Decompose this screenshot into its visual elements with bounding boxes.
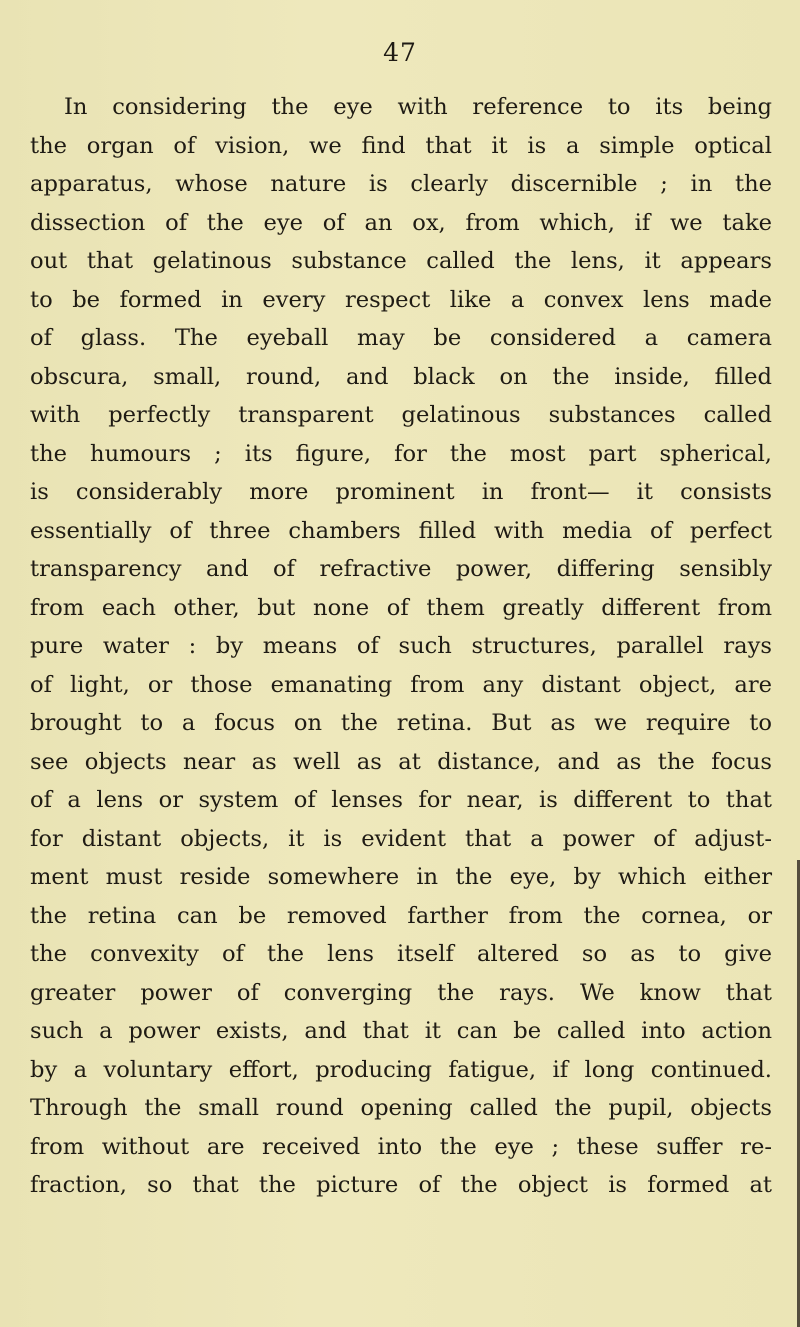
- text-line: with perfectly transparent gelatinous substances called: [30, 402, 772, 428]
- text-line: to be formed in every respect like a convex lens made: [30, 286, 772, 313]
- text-line: of light, or those emanating from any distant object, are: [30, 671, 772, 698]
- text-line: apparatus, whose nature is clearly discernible ; in the: [30, 171, 772, 197]
- text-line: Through the small round opening called the pupil, objects: [30, 1095, 772, 1121]
- body-text: [30, 88, 772, 1205]
- text-line: of glass. The eyeball may be considered a camera: [30, 325, 772, 351]
- text-line: brought to a focus on the retina. But as we require to: [30, 710, 772, 736]
- text-line: fraction, so that the picture of the object is formed at: [30, 1172, 772, 1198]
- text-line: essentially of three chambers filled with media of perfect: [30, 517, 772, 544]
- text-line: for distant objects, it is evident that a power of adjust-: [30, 825, 772, 852]
- text-line: transparency and of refractive power, differing sensibly: [30, 556, 772, 582]
- text-line: by a voluntary effort, producing fatigue, if long continued.: [30, 1056, 772, 1083]
- text-line: dissection of the eye of an ox, from which, if we take: [30, 209, 772, 236]
- text-line: out that gelatinous substance called the lens, it appears: [30, 248, 772, 274]
- text-line: from without are received into the eye ; these suffer re-: [30, 1133, 772, 1160]
- text-line: from each other, but none of them greatly different from: [30, 594, 772, 621]
- text-line: pure water : by means of such structures, parallel rays: [30, 633, 772, 659]
- text-line: greater power of converging the rays. We know that: [30, 979, 772, 1006]
- text-line: In considering the eye with reference to its being: [64, 94, 772, 120]
- text-line: the organ of vision, we find that it is a simple optical: [30, 132, 772, 159]
- text-line: see objects near as well as at distance, and as the focus: [30, 748, 772, 775]
- text-line: the humours ; its figure, for the most part spherical,: [30, 440, 772, 467]
- text-line: ment must reside somewhere in the eye, by which either: [30, 864, 772, 890]
- text-line: such a power exists, and that it can be called into action: [30, 1018, 772, 1044]
- text-line: the retina can be removed farther from the cornea, or: [30, 902, 772, 929]
- text-line: obscura, small, round, and black on the inside, filled: [30, 363, 772, 390]
- text-line: of a lens or system of lenses for near, is different to that: [30, 787, 772, 813]
- text-line: the convexity of the lens itself altered so as to give: [30, 941, 772, 967]
- text-line: is considerably more prominent in front— it consists: [30, 479, 772, 505]
- page-number: 47: [383, 38, 417, 67]
